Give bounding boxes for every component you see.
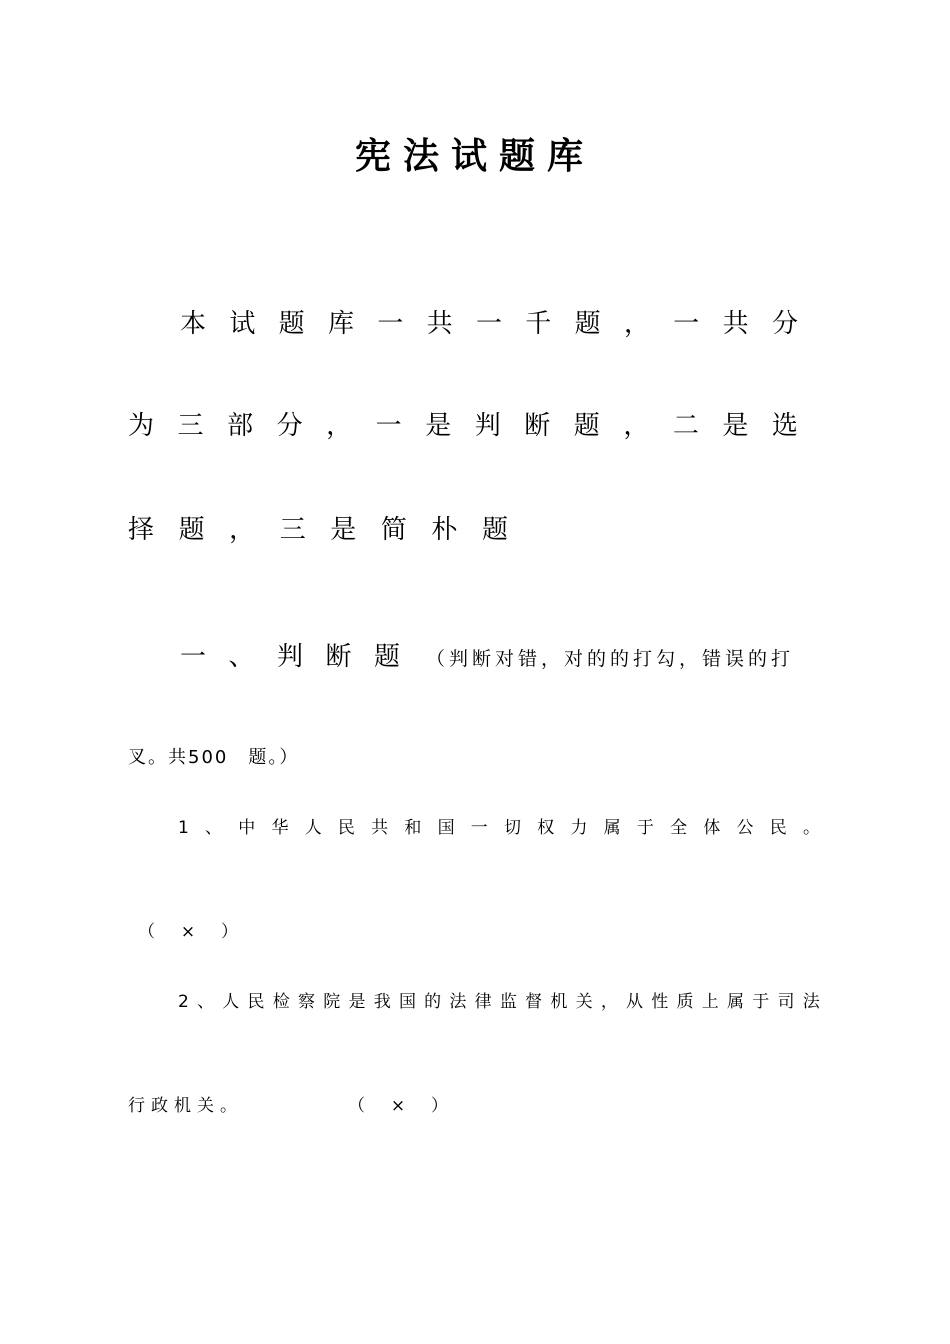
char: 一 [470, 818, 488, 838]
char: 和 [404, 818, 422, 838]
char: 断 [524, 411, 551, 441]
char: 题 [178, 515, 205, 545]
char: 于 [752, 992, 770, 1012]
char: ， [623, 411, 650, 441]
char: 分 [276, 411, 303, 441]
char: 简 [380, 515, 407, 545]
char: 法 [449, 992, 467, 1012]
char: 我 [373, 992, 391, 1012]
char: 国 [437, 818, 455, 838]
char: 分 [771, 309, 798, 339]
char: 上 [701, 992, 719, 1012]
char: 中 [238, 818, 256, 838]
char: 本 [180, 309, 207, 339]
char: 律 [474, 992, 492, 1012]
char: 题 [278, 309, 305, 339]
question-2-answer [348, 1096, 448, 1116]
char: 一 [180, 642, 207, 672]
char: 共 [371, 818, 389, 838]
char: 朴 [431, 515, 458, 545]
char: 民 [247, 992, 265, 1012]
char: 一 [475, 309, 502, 339]
section-note-continued: 叉。共500 题。） [128, 747, 300, 768]
char: ， [229, 515, 256, 545]
char: （ [348, 1096, 365, 1116]
char: 部 [227, 411, 254, 441]
page-title: 宪法试题库 [354, 135, 595, 177]
char: 察 [298, 992, 315, 1012]
char: 、 [205, 818, 223, 838]
char: 题 [481, 515, 508, 545]
char: 一 [673, 309, 700, 339]
char: 题 [573, 411, 600, 441]
char: 共 [722, 309, 749, 339]
char: 切 [504, 818, 522, 838]
char: 1 [178, 818, 189, 838]
char: ， [326, 411, 353, 441]
question-2-text-end: 行政机关。 [128, 1096, 243, 1116]
section-heading [180, 642, 400, 673]
char: 院 [323, 992, 341, 1012]
char: 三 [279, 515, 306, 545]
char: 性 [651, 992, 669, 1012]
char: 监 [499, 992, 517, 1012]
char: 华 [271, 818, 289, 838]
section-note: （判断对错，对的的打勾，错误的打 [426, 648, 795, 670]
char: 题 [373, 642, 400, 672]
char: 判 [474, 411, 501, 441]
char: 是 [348, 992, 366, 1012]
char: （ [138, 922, 155, 942]
char: 判 [276, 642, 303, 672]
char: 是 [425, 411, 452, 441]
char: 民 [769, 818, 787, 838]
char: 三 [177, 411, 204, 441]
char: 民 [337, 818, 355, 838]
question-1-text [178, 818, 820, 838]
char: 人 [222, 992, 240, 1012]
char: 检 [272, 992, 290, 1012]
char: 属 [603, 818, 621, 838]
section-heading-line [180, 642, 820, 673]
char: 一 [375, 411, 402, 441]
char: 选 [771, 411, 798, 441]
char: 体 [703, 818, 721, 838]
intro-line-3 [128, 515, 508, 546]
char: 于 [636, 818, 654, 838]
char: ， [623, 309, 650, 339]
char: 人 [304, 818, 322, 838]
char: 的 [424, 992, 442, 1012]
question-1-answer [138, 922, 238, 942]
char: 、 [197, 992, 215, 1012]
char: 公 [736, 818, 754, 838]
char: ， [600, 992, 618, 1012]
char: 全 [670, 818, 688, 838]
char: ） [431, 1096, 448, 1116]
question-2-continued [128, 1096, 448, 1116]
question-2-text [178, 992, 820, 1012]
char: × [390, 1096, 406, 1116]
char: 力 [570, 818, 588, 838]
char: 二 [672, 411, 699, 441]
char: 从 [626, 992, 644, 1012]
char: ） [221, 922, 238, 942]
intro-line-2 [128, 411, 798, 442]
char: 法 [802, 992, 820, 1012]
char: 共 [426, 309, 453, 339]
char: 关 [575, 992, 593, 1012]
char: 国 [398, 992, 416, 1012]
char: 一 [377, 309, 404, 339]
char: 机 [550, 992, 568, 1012]
char: 权 [537, 818, 555, 838]
char: 督 [525, 992, 543, 1012]
char: 属 [726, 992, 744, 1012]
char: 试 [229, 309, 256, 339]
char: 、 [228, 642, 255, 672]
char: 断 [325, 642, 352, 672]
char: × [180, 922, 196, 942]
char: 司 [777, 992, 795, 1012]
char: 质 [676, 992, 694, 1012]
char: 为 [128, 411, 155, 441]
char: 。 [802, 818, 820, 838]
char: 2 [178, 992, 189, 1012]
char: 题 [574, 309, 601, 339]
char: 千 [525, 309, 552, 339]
char: 择 [128, 515, 155, 545]
char: 库 [327, 309, 354, 339]
char: 是 [722, 411, 749, 441]
intro-line-1 [180, 309, 798, 340]
char: 是 [330, 515, 357, 545]
